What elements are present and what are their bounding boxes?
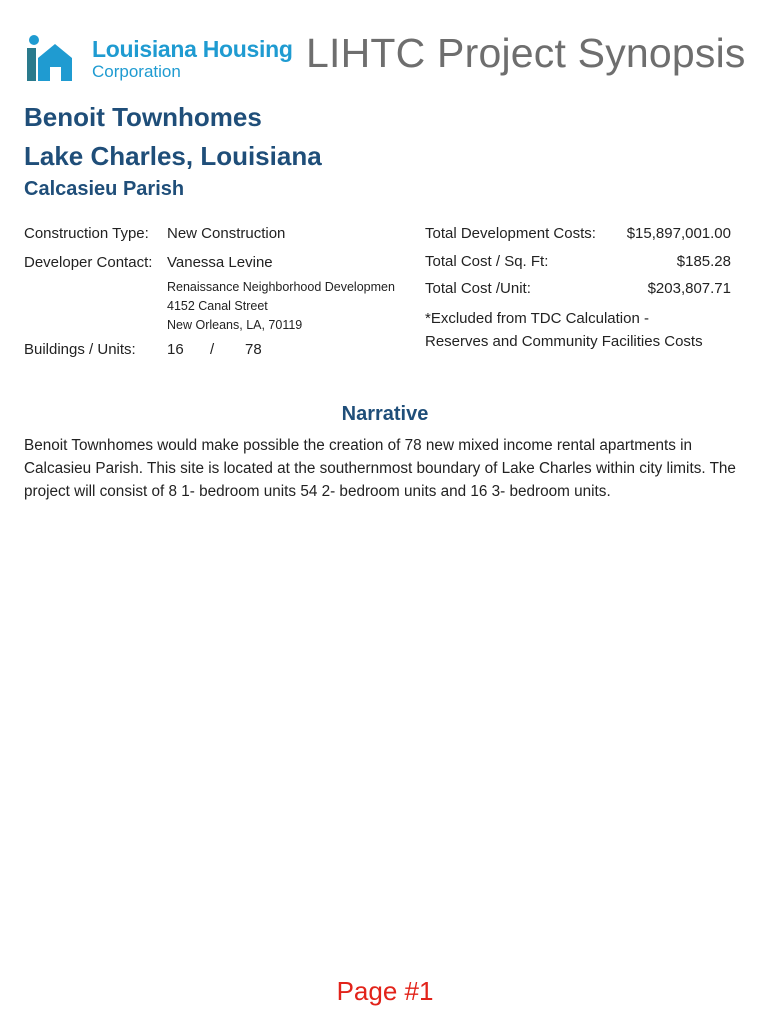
developer-street: 4152 Canal Street xyxy=(167,299,268,313)
units-count: 78 xyxy=(245,341,262,358)
developer-contact-value: Vanessa Levine xyxy=(167,254,273,271)
cost-per-unit-value: $203,807.71 xyxy=(647,280,731,297)
cost-per-unit-label: Total Cost /Unit: xyxy=(425,280,531,297)
page-number: Page #1 xyxy=(336,976,434,1006)
buildings-units-separator: / xyxy=(210,341,215,358)
buildings-units-label: Buildings / Units: xyxy=(24,341,136,358)
narrative-text: Benoit Townhomes would make possible the creation of 78 new mixed income rental apartments in Calcasieu Parish. This site is located at the southernmost boundary of Lake Charles within city limits. The project will consist of 8 1- bedroom units 54 2- bedroom units and 16 3- bedroom units. xyxy=(24,437,736,500)
logo-name-line2: Corporation xyxy=(92,62,181,81)
cost-per-sqft-label: Total Cost / Sq. Ft: xyxy=(425,253,549,270)
project-parish: Calcasieu Parish xyxy=(24,178,185,200)
house-with-person-icon xyxy=(24,34,76,84)
developer-organization: Renaissance Neighborhood Developmen xyxy=(167,280,395,294)
narrative-heading: Narrative xyxy=(341,403,429,425)
lhc-logo xyxy=(24,32,294,88)
cost-per-sqft-value: $185.28 xyxy=(676,253,731,270)
document-title: LIHTC Project Synopsis xyxy=(306,30,746,76)
tdc-value: $15,897,001.00 xyxy=(626,225,731,242)
project-name: Benoit Townhomes xyxy=(24,102,262,132)
tdc-note-line1: *Excluded from TDC Calculation - xyxy=(425,310,649,327)
construction-type-value: New Construction xyxy=(167,225,286,242)
logo-name-line1: Louisiana Housing xyxy=(92,36,293,62)
construction-type-label: Construction Type: xyxy=(24,225,149,242)
project-city: Lake Charles, Louisiana xyxy=(24,141,322,171)
developer-city: New Orleans, LA, 70119 xyxy=(167,318,303,332)
tdc-note-line2: Reserves and Community Facilities Costs xyxy=(425,333,703,350)
tdc-label: Total Development Costs: xyxy=(425,225,596,242)
buildings-count: 16 xyxy=(167,341,184,358)
developer-contact-label: Developer Contact: xyxy=(24,254,153,271)
